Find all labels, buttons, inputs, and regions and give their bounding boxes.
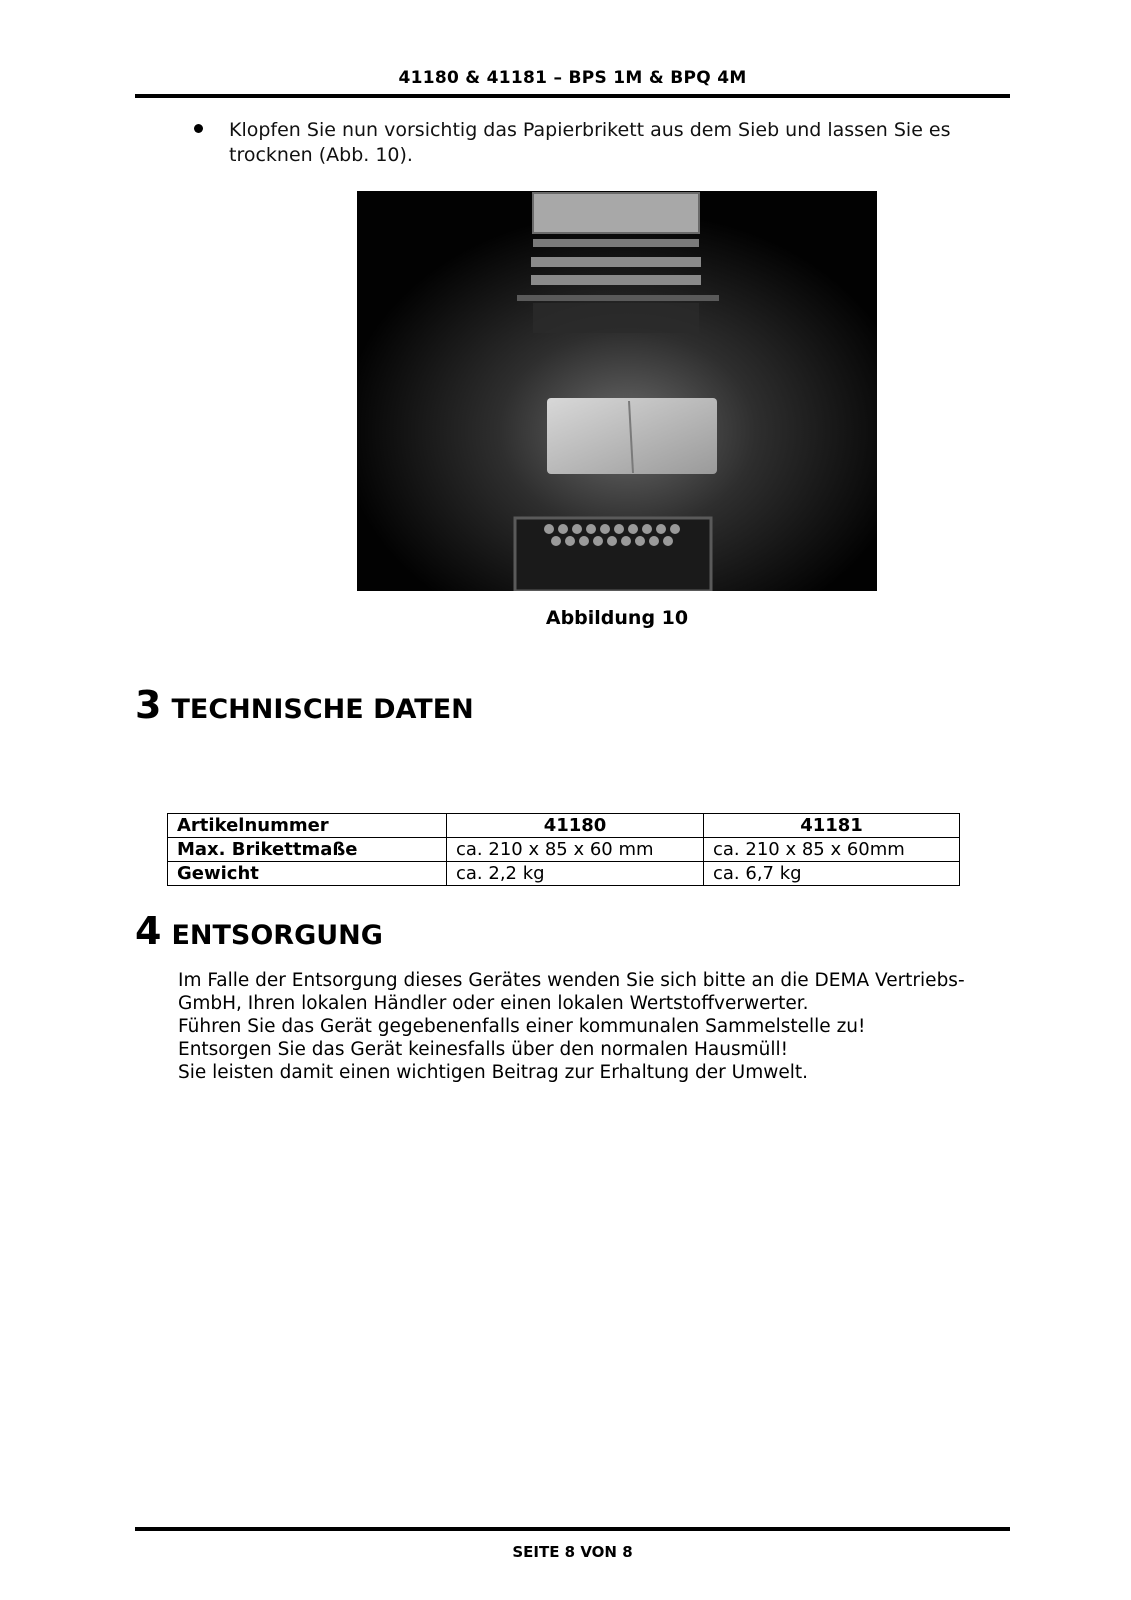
section-4-title: ENTSORGUNG [171, 920, 383, 951]
document-header-title: 41180 & 41181 – BPS 1M & BPQ 4M [398, 68, 747, 88]
table-header-cell: Artikelnummer [168, 814, 447, 838]
disposal-line: GmbH, Ihren lokalen Händler oder einen lokalen Wertstoffverwerter. [178, 993, 809, 1014]
section-3-number: 3 [135, 683, 162, 727]
section-4-heading [135, 909, 383, 953]
technical-data-table [167, 813, 960, 886]
disposal-line: Führen Sie das Gerät gegebenenfalls einer kommunalen Sammelstelle zu! [178, 1016, 866, 1037]
table-row [168, 838, 960, 862]
section-3-title: TECHNISCHE DATEN [171, 694, 474, 725]
table-header-row [168, 814, 960, 838]
table-cell: ca. 6,7 kg [704, 862, 960, 886]
footer-rule [135, 1527, 1010, 1531]
table-header-cell: 41181 [704, 814, 960, 838]
bullet-icon [194, 124, 203, 133]
disposal-line: Sie leisten damit einen wichtigen Beitrag zur Erhaltung der Umwelt. [178, 1062, 809, 1083]
figure-10-photo [357, 191, 877, 591]
disposal-text [178, 969, 1018, 1084]
table-row [168, 862, 960, 886]
table-cell: ca. 210 x 85 x 60mm [704, 838, 960, 862]
table-header-cell: 41180 [447, 814, 704, 838]
figure-caption: Abbildung 10 [545, 607, 689, 629]
table-cell: ca. 210 x 85 x 60 mm [447, 838, 704, 862]
disposal-line: Entsorgen Sie das Gerät keinesfalls über den normalen Hausmüll! [178, 1039, 789, 1060]
instruction-text: Klopfen Sie nun vorsichtig das Papierbrikett aus dem Sieb und lassen Sie es trocknen (Abb. 10). [229, 119, 951, 166]
section-3-heading [135, 683, 474, 727]
page-number: SEITE 8 VON 8 [512, 1543, 633, 1561]
section-4-number: 4 [135, 909, 162, 953]
disposal-line: Im Falle der Entsorgung dieses Gerätes wenden Sie sich bitte an die DEMA Vertriebs- [178, 970, 965, 991]
table-row-label: Max. Brikettmaße [168, 838, 447, 862]
header-rule [135, 94, 1010, 98]
table-cell: ca. 2,2 kg [447, 862, 704, 886]
table-row-label: Gewicht [168, 862, 447, 886]
